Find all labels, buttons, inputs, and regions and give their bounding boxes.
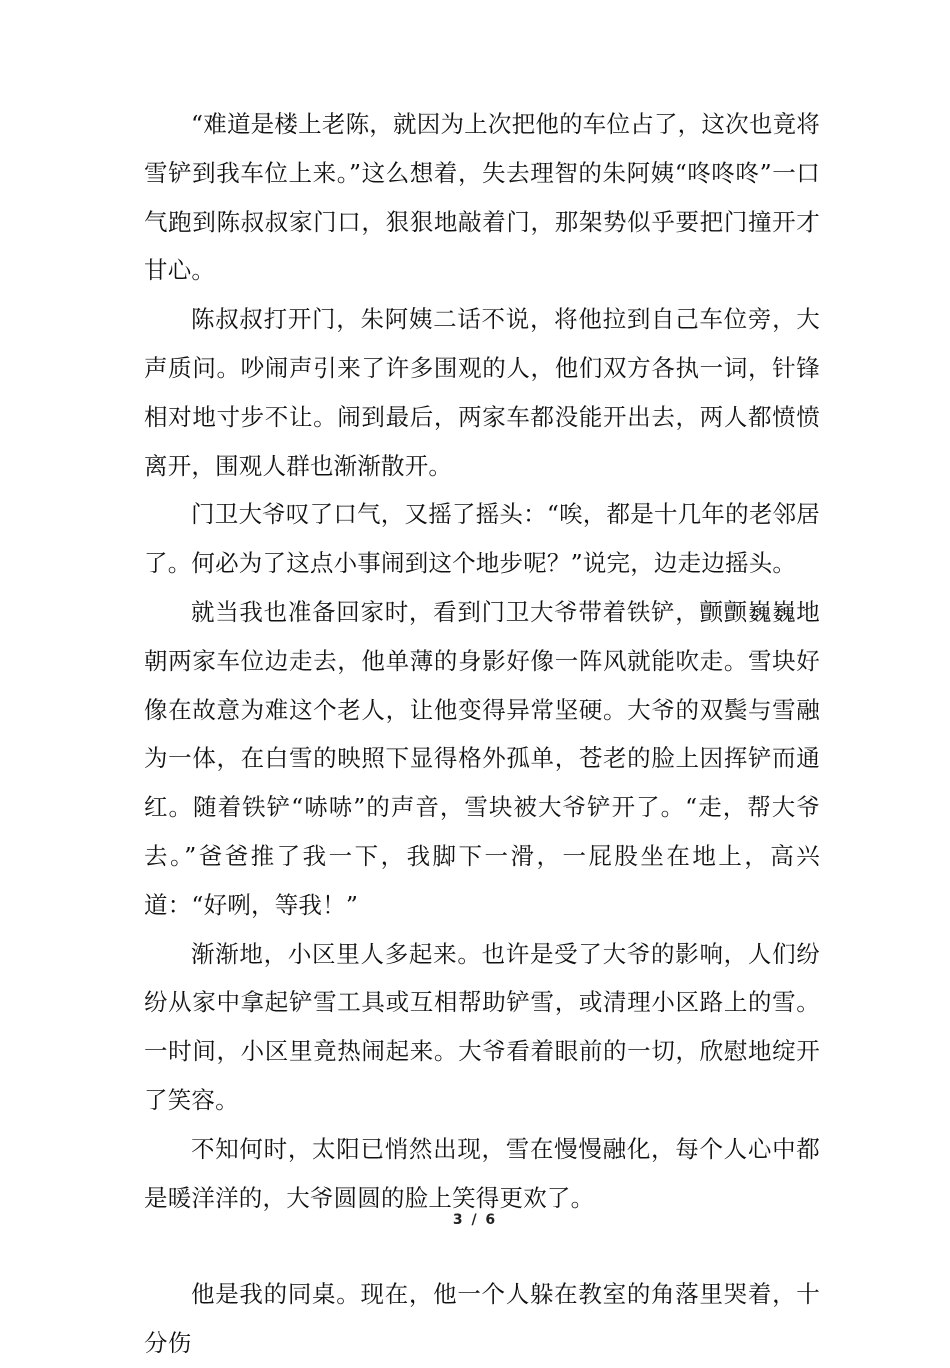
paragraph-5: 渐渐地，小区里人多起来。也许是受了大爷的影响，人们纷纷从家中拿起铲雪工具或互相帮助铲雪，或清理小区路上的雪。一时间，小区里竟热闹起来。大爷看着眼前的一切，欣慰地绽开了笑容。 — [144, 939, 820, 1114]
paragraph-1: “难道是楼上老陈，就因为上次把他的车位占了，这次也竟将雪铲到我车位上来。”这么想着，失去理智的朱阿姨“咚咚咚”一口气跑到陈叔叔家门口，狠狠地敲着门，那架势似乎要把门撞开才甘心。 — [144, 110, 820, 285]
paragraph-3: 门卫大爷叹了口气，又摇了摇头：“唉，都是十几年的老邻居了。何必为了这点小事闹到这个地步呢？”说完，边走边摇头。 — [144, 500, 820, 578]
paragraph-6: 不知何时，太阳已悄然出现，雪在慢慢融化，每个人心中都是暖洋洋的，大爷圆圆的脸上笑得更欢了。 — [144, 1134, 820, 1212]
paragraph-4: 就当我也准备回家时，看到门卫大爷带着铁铲，颤颤巍巍地朝两家车位边走去，他单薄的身影好像一阵风就能吹走。雪块好像在故意为难这个老人，让他变得异常坚硬。大爷的双鬓与雪融为一体，在白雪的映照下显得格外孤单，苍老的脸上因挥铲而通红。随着铁铲“哧哧”的声音，雪块被大爷铲开了。“走，帮大爷去。”爸爸推了我一下，我脚下一滑，一屁股坐在地上，高兴道：“好咧，等我！” — [144, 597, 820, 919]
next-section-paragraph: 他是我的同桌。现在，他一个人躲在教室的角落里哭着，十分伤 — [144, 1280, 820, 1358]
document-body — [144, 100, 820, 1368]
paragraph-2: 陈叔叔打开门，朱阿姨二话不说，将他拉到自己车位旁，大声质问。吵闹声引来了许多围观的人，他们双方各执一词，针锋相对地寸步不让。闹到最后，两家车都没能开出去，两人都愤愤离开，围观人群也渐渐散开。 — [144, 305, 820, 480]
section-gap — [144, 1222, 820, 1270]
page-number: 3 / 6 — [452, 1212, 498, 1228]
